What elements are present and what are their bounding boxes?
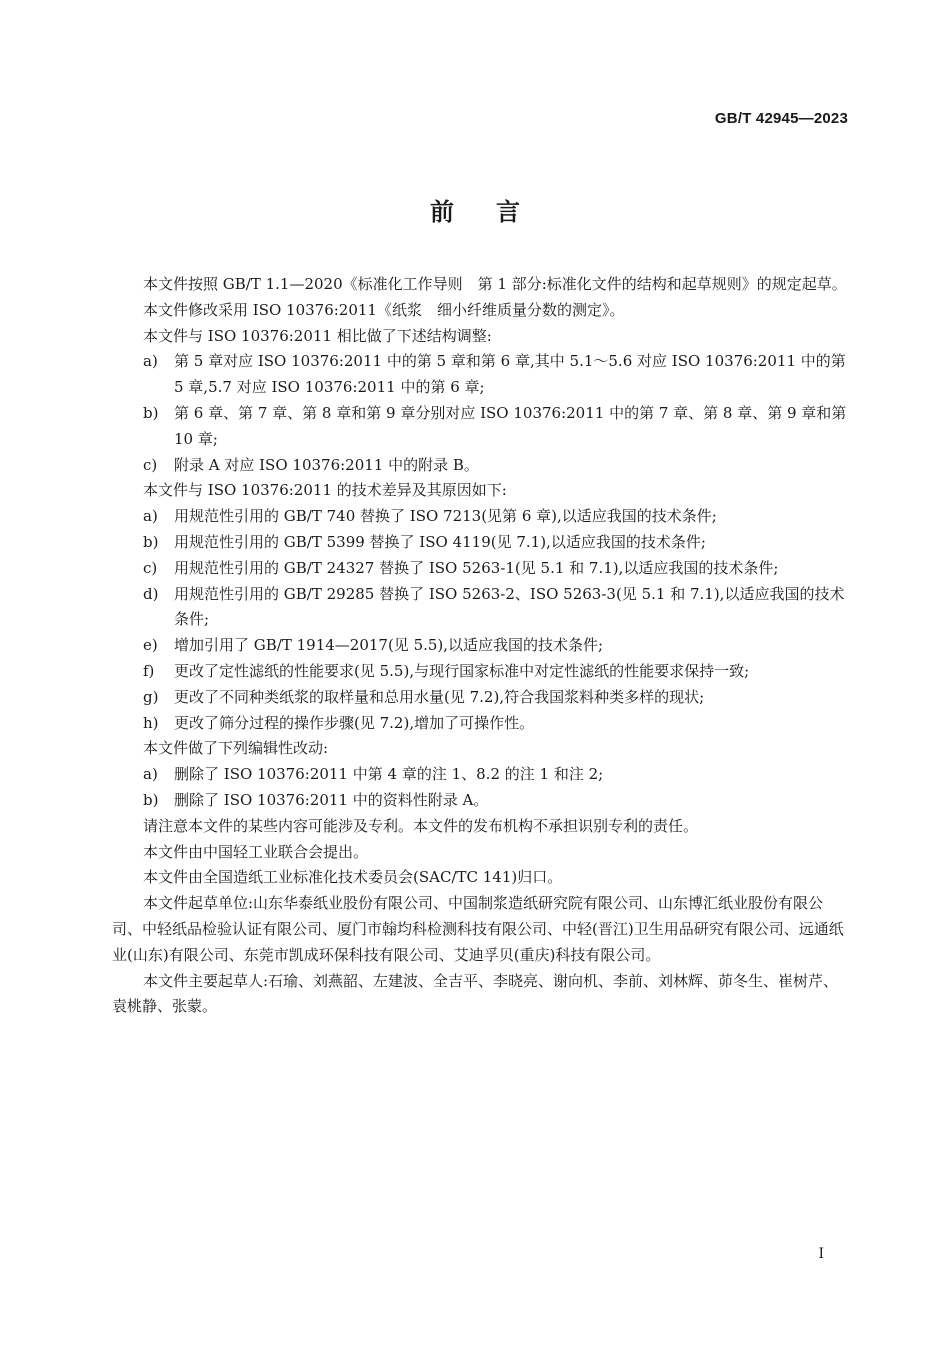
paragraph-patent-notice: 请注意本文件的某些内容可能涉及专利。本文件的发布机构不承担识别专利的责任。 (143, 816, 699, 835)
paragraph-editorial-intro: 本文件做了下列编辑性改动: (143, 739, 329, 758)
list-item (112, 711, 850, 737)
paragraph-adoption: 本文件修改采用 ISO 10376:2011《纸浆 细小纤维质量分数的测定》。 (143, 300, 625, 319)
list-item (112, 762, 850, 788)
list-marker: a) (143, 507, 158, 526)
list-item-text: 用规范性引用的 GB/T 29285 替换了 ISO 5263-2、ISO 5263-3(见 5.1 和 7.1),以适应我国的技术条件; (174, 584, 845, 629)
paragraph-drafting-units: 本文件起草单位:山东华泰纸业股份有限公司、中国制浆造纸研究院有限公司、山东博汇纸业股份有限公司、中轻纸品检验认证有限公司、厦门市翰均科检测科技有限公司、中轻(晋江)卫生用品研究有限公司、远通纸业(山东)有限公司、东莞市凯成环保科技有限公司、艾迪孚贝(重庆)科技有限公司。 (112, 894, 844, 964)
list-marker: e) (143, 636, 158, 655)
list-item-text: 第 5 章对应 ISO 10376:2011 中的第 5 章和第 6 章,其中 5.1～5.6 对应 ISO 10376:2011 中的第 5 章,5.7 对应 ISO 10376:2011 中的第 6 章; (174, 352, 846, 397)
list-marker: a) (143, 352, 158, 371)
list-marker: h) (143, 713, 159, 732)
structural-changes-list (112, 349, 850, 478)
list-item (112, 788, 850, 814)
list-item (112, 504, 850, 530)
list-item-text: 第 6 章、第 7 章、第 8 章和第 9 章分别对应 ISO 10376:2011 中的第 7 章、第 8 章、第 9 章和第 10 章; (174, 403, 847, 448)
paragraph-technical-intro: 本文件与 ISO 10376:2011 的技术差异及其原因如下: (143, 481, 507, 500)
list-item (112, 401, 850, 453)
list-item-text: 更改了定性滤纸的性能要求(见 5.5),与现行国家标准中对定性滤纸的性能要求保持一致; (174, 661, 750, 680)
paragraph-structural-intro: 本文件与 ISO 10376:2011 相比做了下述结构调整: (143, 326, 492, 345)
page-title: 前言 (430, 198, 562, 226)
list-marker: b) (143, 790, 159, 809)
list-item-text: 用规范性引用的 GB/T 5399 替换了 ISO 4119(见 7.1),以适应我国的技术条件; (174, 532, 706, 551)
list-item (112, 453, 850, 479)
document-body (112, 272, 850, 1020)
list-item (112, 530, 850, 556)
list-marker: d) (143, 584, 159, 603)
list-item (112, 349, 850, 401)
list-marker: b) (143, 532, 159, 551)
list-marker: c) (143, 455, 158, 474)
paragraph-main-drafters: 本文件主要起草人:石瑜、刘燕韶、左建波、全吉平、李晓亮、谢向机、李前、刘林辉、茆冬生、崔树芹、袁桃静、张蒙。 (112, 971, 839, 1016)
page-number: I (818, 1246, 824, 1262)
list-item-text: 更改了不同种类纸浆的取样量和总用水量(见 7.2),符合我国浆料种类多样的现状; (174, 687, 705, 706)
list-item (112, 633, 850, 659)
list-item-text: 用规范性引用的 GB/T 24327 替换了 ISO 5263-1(见 5.1 和 7.1),以适应我国的技术条件; (174, 558, 779, 577)
list-item-text: 用规范性引用的 GB/T 740 替换了 ISO 7213(见第 6 章),以适应我国的技术条件; (174, 507, 717, 526)
paragraph-drafting-rules: 本文件按照 GB/T 1.1—2020《标准化工作导则 第 1 部分:标准化文件的结构和起草规则》的规定起草。 (143, 275, 847, 293)
paragraph-under-jurisdiction: 本文件由全国造纸工业标准化技术委员会(SAC/TC 141)归口。 (143, 868, 563, 887)
list-item (112, 556, 850, 582)
technical-differences-list (112, 504, 850, 736)
list-marker: g) (143, 687, 159, 706)
paragraph-proposed-by: 本文件由中国轻工业联合会提出。 (143, 842, 369, 861)
standard-code: GB/T 42945—2023 (714, 110, 848, 127)
list-marker: f) (143, 661, 155, 680)
list-item (112, 659, 850, 685)
editorial-changes-list (112, 762, 850, 814)
list-marker: b) (143, 403, 159, 422)
list-item-text: 更改了筛分过程的操作步骤(见 7.2),增加了可操作性。 (174, 713, 535, 732)
list-item (112, 582, 850, 634)
list-item-text: 增加引用了 GB/T 1914—2017(见 5.5),以适应我国的技术条件; (174, 636, 604, 655)
list-marker: a) (143, 765, 158, 784)
list-marker: c) (143, 558, 158, 577)
list-item-text: 附录 A 对应 ISO 10376:2011 中的附录 B。 (174, 455, 479, 474)
list-item-text: 删除了 ISO 10376:2011 中第 4 章的注 1、8.2 的注 1 和注 2; (174, 765, 604, 784)
list-item (112, 685, 850, 711)
list-item-text: 删除了 ISO 10376:2011 中的资料性附录 A。 (174, 790, 489, 809)
